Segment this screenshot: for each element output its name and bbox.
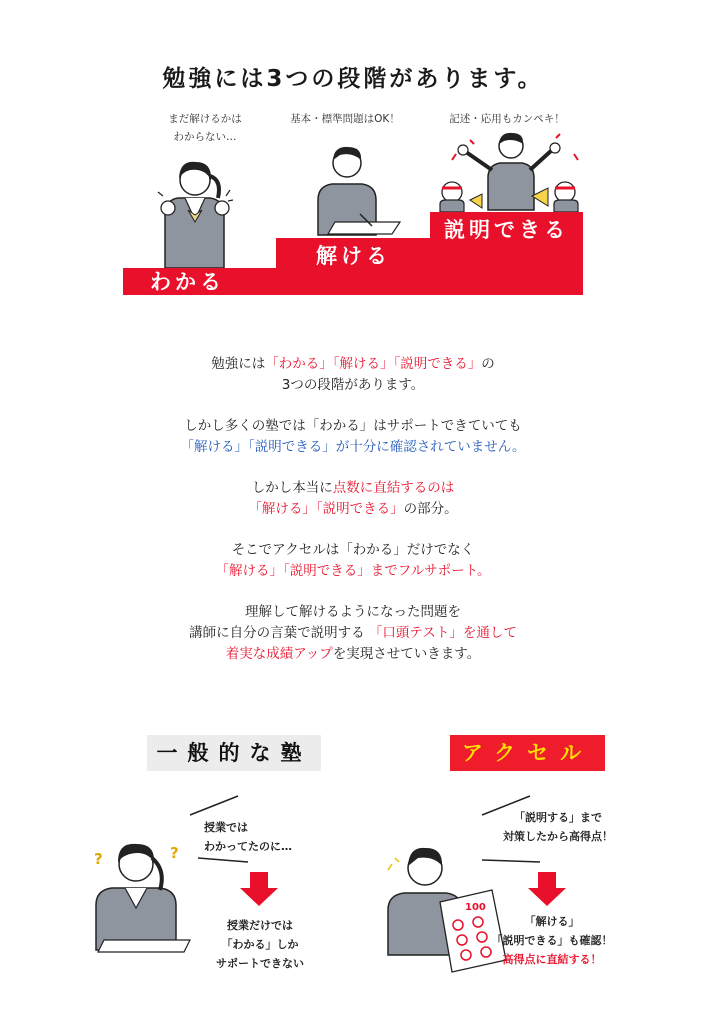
general-result	[200, 916, 320, 973]
bubble-line1: 授業では	[204, 821, 248, 834]
text-span: しかし本当に	[251, 480, 333, 496]
text-span: 講師に自分の言葉で説明する	[189, 625, 365, 641]
svg-text:?: ?	[94, 850, 103, 868]
result-line3-highlight: 高得点に直結する！	[502, 953, 602, 966]
arrow-down-icon	[528, 872, 566, 906]
result-line1: 「解ける」	[524, 915, 580, 928]
text-line: 3つの段階があります。	[281, 377, 425, 393]
highlight-blue: 「解ける」「説明できる」が十分に確認されていません。	[180, 439, 526, 455]
text-line: 理解して解けるようになった問題を	[245, 604, 461, 620]
confused-student-illustration	[94, 844, 190, 952]
highlight-red: 「解ける」「説明できる」	[248, 501, 404, 517]
stage1-caption-line2: わからない…	[173, 131, 237, 143]
accel-result	[482, 912, 622, 969]
accel-label: アクセル	[450, 735, 605, 771]
bubble-line1: 「説明する」まで	[514, 811, 602, 824]
stage2-label: 解ける	[316, 244, 391, 268]
stage3-label: 説明できる	[444, 218, 569, 242]
result-line2: 「説明できる」も確認！	[491, 934, 613, 947]
arrow-down-icon	[240, 872, 278, 906]
text-line: しかし多くの塾では「わかる」はサポートできていても	[184, 418, 522, 434]
text-span: 勉強には	[211, 356, 266, 372]
highlight-red: 「口頭テスト」を通して	[368, 625, 517, 641]
general-bubble	[204, 818, 292, 856]
test-score: 100	[465, 902, 486, 913]
result-line3: サポートできない	[216, 957, 304, 970]
stage1-label: わかる	[150, 270, 225, 294]
svg-text:?: ?	[170, 844, 179, 862]
stage2-caption: 基本・標準問題はOK！	[290, 113, 400, 125]
general-school-label: 一般的な塾	[147, 735, 321, 771]
text-span: を実現させていきます。	[332, 646, 481, 662]
highlight-red: 点数に直結するのは	[332, 480, 455, 496]
text-line: そこでアクセルは「わかる」だけでなく	[231, 542, 475, 558]
accel-bubble	[488, 808, 628, 846]
result-line2: 「わかる」しか	[221, 938, 299, 951]
bubble-line	[190, 796, 238, 815]
result-line1: 授業だけでは	[227, 919, 293, 932]
bubble-line2: わかってたのに…	[204, 840, 292, 853]
text-span: の部分。	[403, 501, 458, 517]
highlight-red: 「わかる」「解ける」「説明できる」	[265, 356, 482, 372]
bubble-line2: 対策したから高得点！	[503, 830, 613, 843]
highlight-red: 着実な成績アップ	[225, 646, 333, 662]
bubble-line	[198, 858, 248, 862]
stage1-caption-line1: まだ解けるかは	[168, 113, 242, 125]
stage3-caption: 記述・応用もカンペキ！	[449, 113, 565, 125]
bubble-line	[482, 860, 540, 862]
page-title: 勉強には3つの段階があります。	[162, 66, 544, 92]
text-span: の	[481, 356, 495, 372]
highlight-red: 「解ける」「説明できる」までフルサポート。	[215, 563, 491, 579]
